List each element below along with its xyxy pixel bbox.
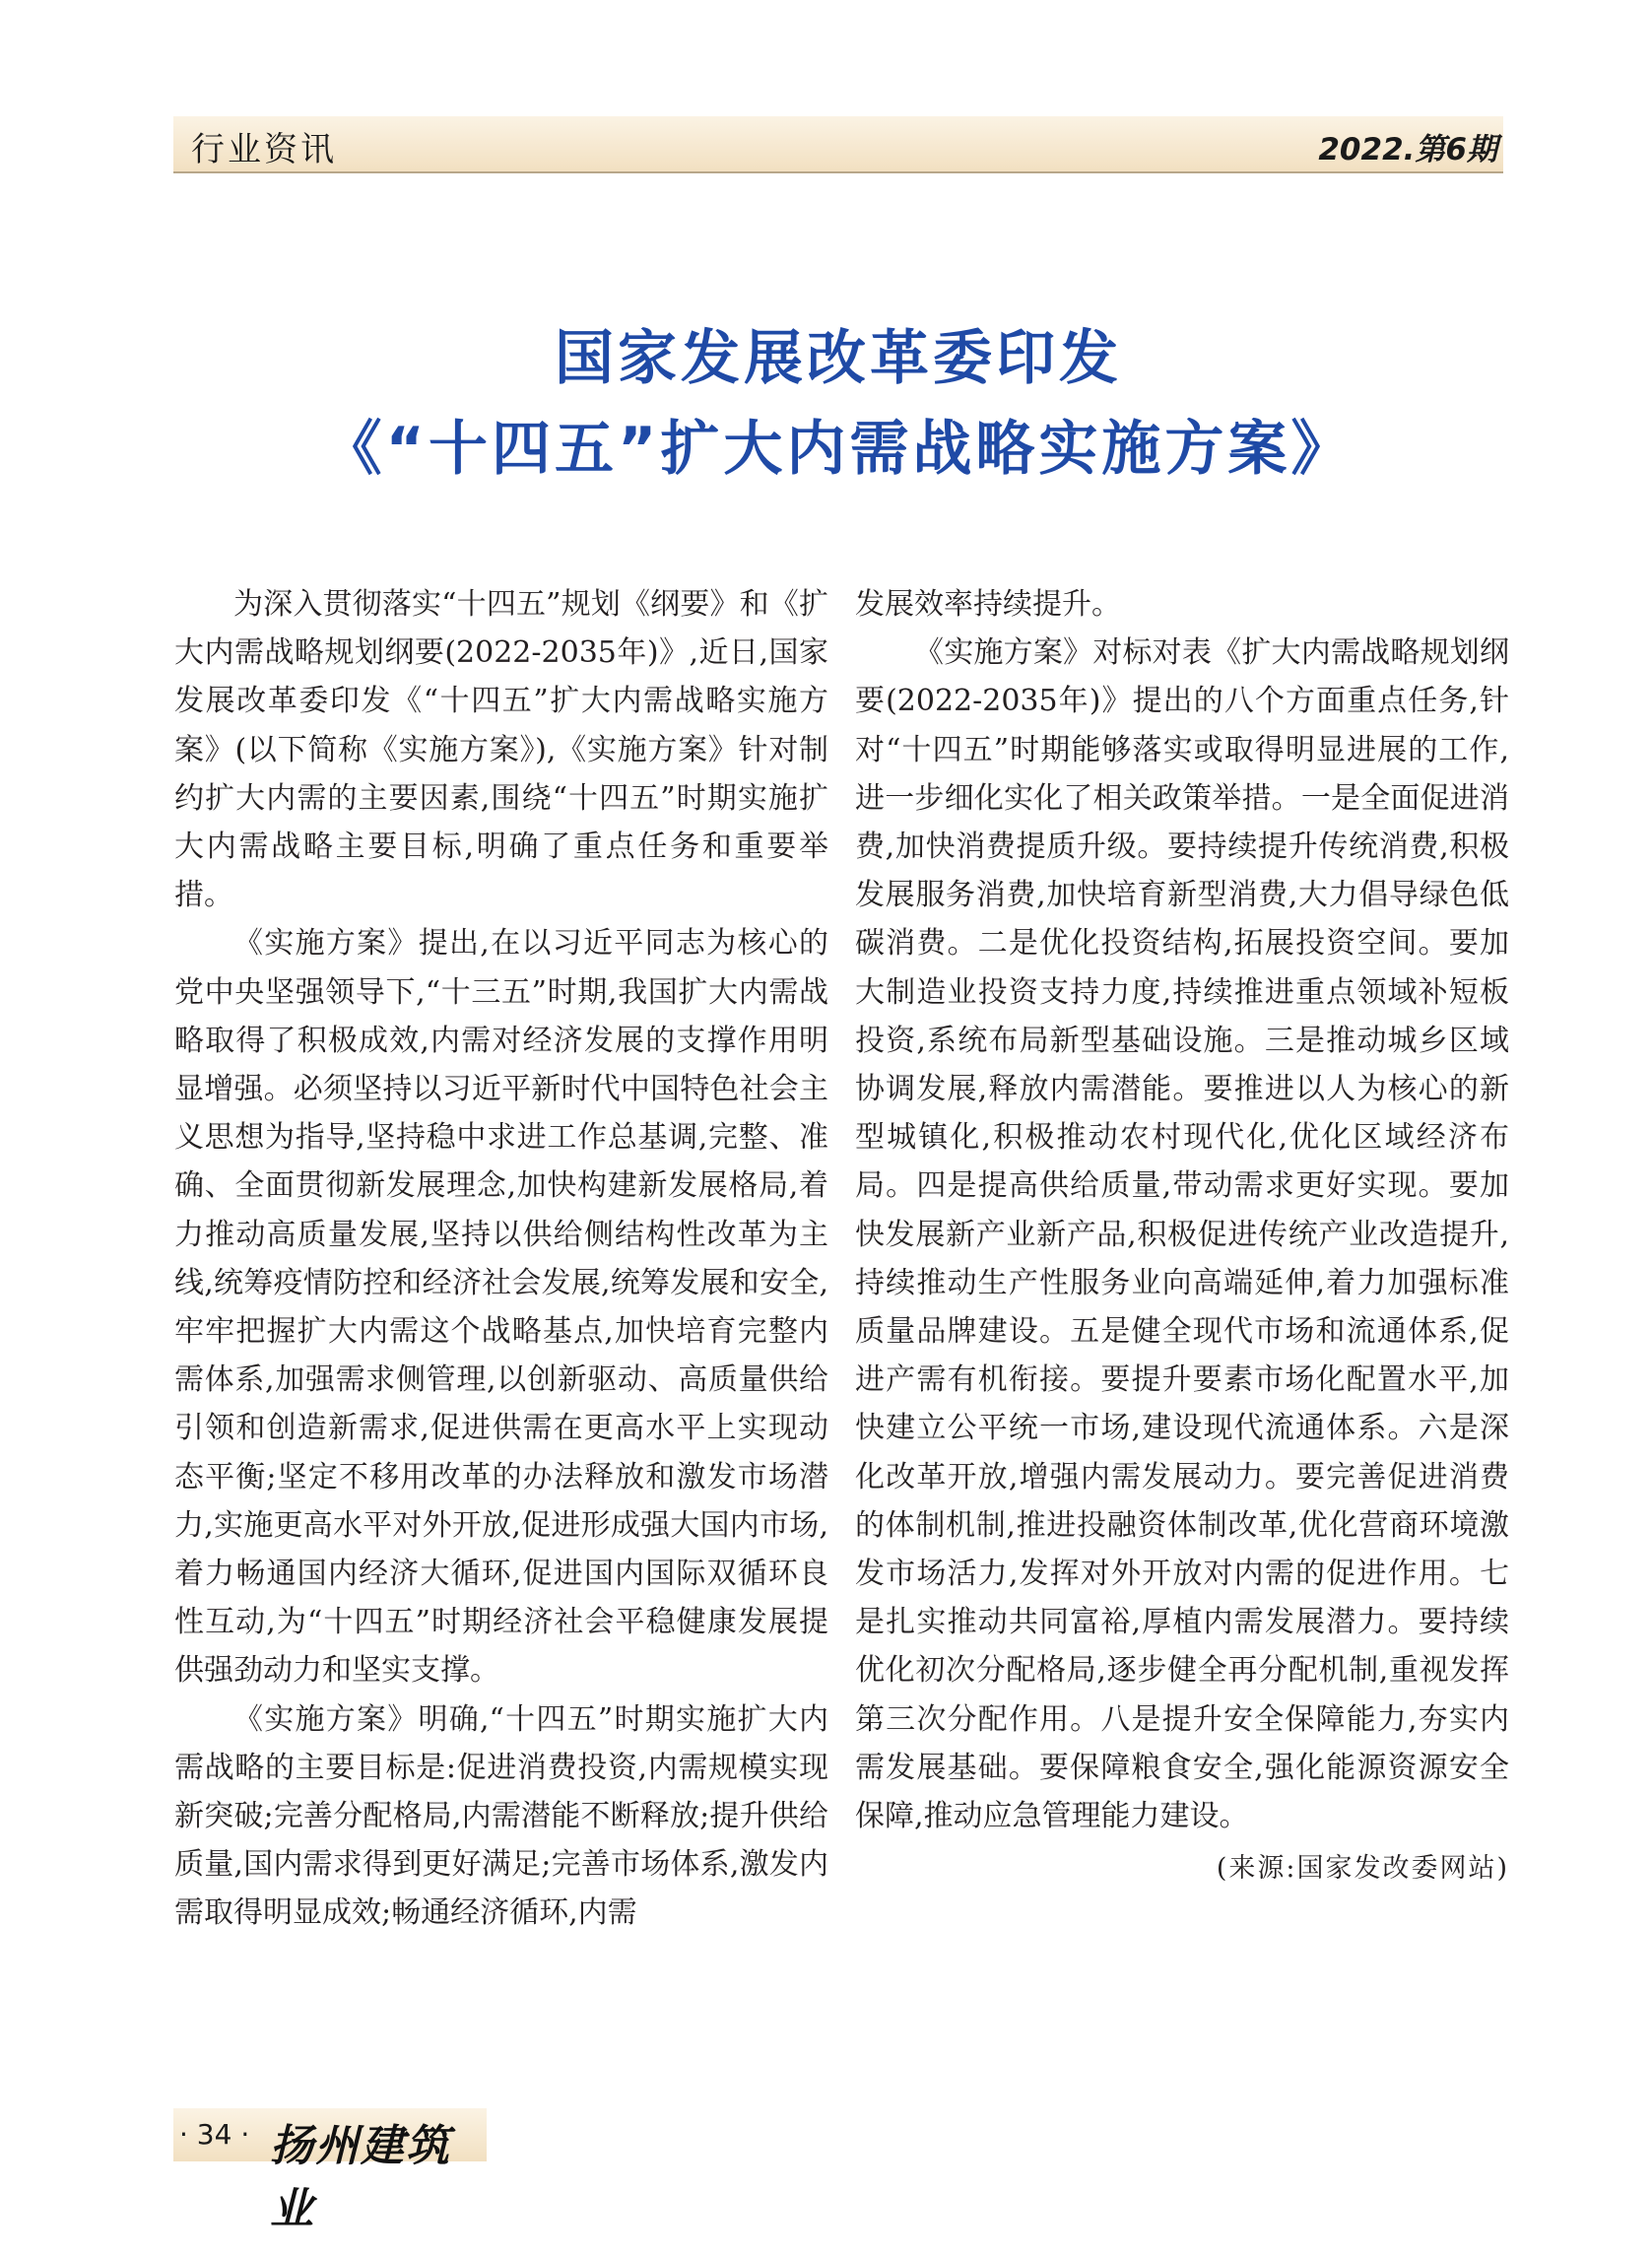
magazine-logo: 扬州建筑业	[270, 2121, 451, 2234]
body-column-left	[174, 580, 828, 1938]
page-header	[173, 116, 1503, 173]
body-column-right	[855, 580, 1509, 1892]
paragraph-3: 《实施方案》明确,“十四五”时期实施扩大内需战略的主要目标是:促进消费投资,内需规模实现新突破;完善分配格局,内需潜能不断释放;提升供给质量,国内需求得到更好满足;完善市场体系,激发内需取得明显成效;畅通经济循环,内需	[174, 1701, 828, 1931]
paragraph-2: 《实施方案》提出,在以习近平同志为核心的党中央坚强领导下,“十三五”时期,我国扩大内需战略取得了积极成效,内需对经济发展的支撑作用明显增强。必须坚持以习近平新时代中国特色社会主义思想为指导,坚持稳中求进工作总基调,完整、准确、全面贯彻新发展理念,加快构建新发展格局,着力推动高质量发展,坚持以供给侧结构性改革为主线,统筹疫情防控和经济社会发展,统筹发展和安全,牢牢把握扩大内需这个战略基点,加快培育完整内需体系,加强需求侧管理,以创新驱动、高质量供给引领和创造新需求,促进供需在更高水平上实现动态平衡;坚定不移用改革的办法释放和激发市场潜力,实施更高水平对外开放,促进形成强大国内市场,着力畅通国内经济大循环,促进国内国际双循环良性互动,为“十四五”时期经济社会平稳健康发展提供强劲动力和坚实支撑。	[174, 926, 828, 1689]
paragraph-4: 《实施方案》对标对表《扩大内需战略规划纲要(2022-2035年)》提出的八个方面重点任务,针对“十四五”时期能够落实或取得明显进展的工作,进一步细化实化了相关政策举措。一是全面促进消费,加快消费提质升级。要持续提升传统消费,积极发展服务消费,加快培育新型消费,大力倡导绿色低碳消费。二是优化投资结构,拓展投资空间。要加大制造业投资支持力度,持续推进重点领域补短板投资,系统布局新型基础设施。三是推动城乡区域协调发展,释放内需潜能。要推进以人为核心的新型城镇化,积极推动农村现代化,优化区域经济布局。四是提高供给质量,带动需求更好实现。要加快发展新产业新产品,积极促进传统产业改造提升,持续推动生产性服务业向高端延伸,着力加强标准质量品牌建设。五是健全现代市场和流通体系,促进产需有机衔接。要提升要素市场化配置水平,加快建立公平统一市场,建设现代流通体系。六是深化改革开放,增强内需发展动力。要完善促进消费的体制机制,推进投融资体制改革,优化营商环境激发市场活力,发挥对外开放对内需的促进作用。七是扎实推动共同富裕,厚植内需发展潜力。要持续优化初次分配格局,逐步健全再分配机制,重视发挥第三次分配作用。八是提升安全保障能力,夯实内需发展基础。要保障粮食安全,强化能源资源安全保障,推动应急管理能力建设。	[855, 635, 1509, 1834]
source-note: (来源:国家发改委网站)	[1216, 1853, 1509, 1885]
section-label: 行业资讯	[191, 130, 337, 169]
paragraph-3-continued: 发展效率持续提升。	[855, 587, 1121, 622]
title-line-1: 国家发展改革委印发	[555, 324, 1122, 393]
paragraph-1: 为深入贯彻落实“十四五”规划《纲要》和《扩大内需战略规划纲要(2022-2035年)》,近日,国家发展改革委印发《“十四五”扩大内需战略实施方案》(以下简称《实施方案》),《实施方案》针对制约扩大内需的主要因素,围绕“十四五”时期实施扩大内需战略主要目标,明确了重点任务和重要举措。	[174, 587, 828, 913]
page-number: · 34 ·	[179, 2118, 250, 2151]
article-title	[173, 313, 1503, 495]
page-footer	[173, 2108, 487, 2234]
issue-label: 2022.第6期	[1318, 132, 1497, 167]
title-line-2: 《“十四五”扩大内需战略实施方案》	[322, 415, 1355, 484]
